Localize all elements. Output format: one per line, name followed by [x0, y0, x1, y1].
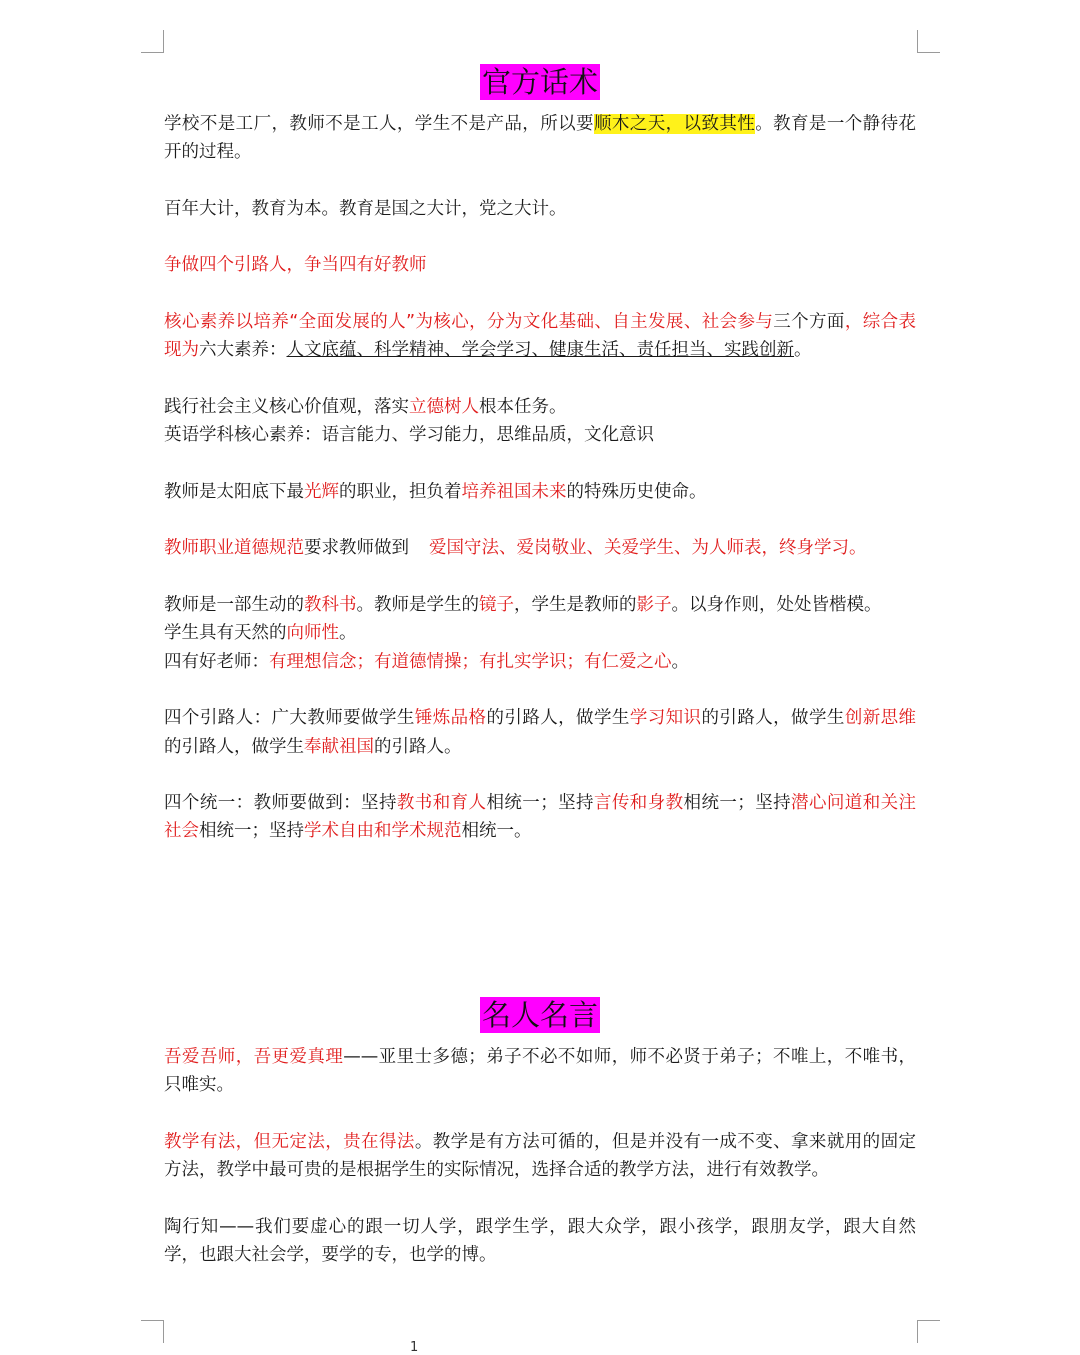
- section-quotes-body: [164, 1043, 916, 1269]
- paragraph: 教师是一部生动的教科书。教师是学生的镜子，学生是教师的影子。以身作则，处处皆楷模。: [164, 595, 882, 616]
- paragraph: 教师是太阳底下最光辉的职业，担负着培养祖国未来的特殊历史使命。: [164, 481, 707, 502]
- highlighted-text: 顺木之天，以致其性: [593, 114, 756, 134]
- paragraph: 教学有法，但无定法，贵在得法。教学是有方法可循的，但是并没有一成不变、拿来就用的固定方法，教学中最可贵的是根据学生的实际情况，选择合适的教学方法，进行有效教学。: [164, 1131, 917, 1181]
- section-official-body: [164, 110, 916, 846]
- paragraph: 教师职业道德规范要求教师做到 爱国守法、爱岗敬业、关爱学生、为人师表，终身学习。: [164, 538, 867, 559]
- paragraph: 四个引路人：广大教师要做学生锤炼品格的引路人，做学生学习知识的引路人，做学生创新思维的引路人，做学生奉献祖国的引路人。: [164, 708, 917, 757]
- paragraph: 争做四个引路人，争当四有好教师: [164, 255, 427, 276]
- section-title-quotes: 名人名言: [481, 998, 598, 1032]
- paragraph: 践行社会主义核心价值观，落实立德树人根本任务。: [164, 396, 567, 417]
- section-title-official: 官方话术: [481, 65, 598, 99]
- page-number: 1: [410, 1340, 419, 1355]
- paragraph: 学校不是工厂，教师不是工人，学生不是产品，所以要顺木之天，以致其性。教育是一个静待花开的过程。: [164, 114, 917, 163]
- crop-mark-top-right: [917, 30, 940, 53]
- paragraph: 陶行知——我们要虚心的跟一切人学，跟学生学，跟大众学，跟小孩学，跟朋友学，跟大自然学，也跟大社会学，要学的专，也学的博。: [164, 1216, 916, 1266]
- paragraph: 学生具有天然的向师性。: [164, 623, 357, 644]
- paragraph: 百年大计，教育为本。教育是国之大计，党之大计。: [164, 198, 567, 219]
- underlined-text: 人文底蕴、科学精神、学会学习、健康生活、责任担当、实践创新: [286, 340, 794, 361]
- crop-mark-bottom-right: [917, 1320, 940, 1343]
- paragraph: 英语学科核心素养：语言能力、学习能力，思维品质，文化意识: [164, 425, 654, 446]
- crop-mark-bottom-left: [141, 1320, 164, 1343]
- paragraph: 核心素养以培养“全面发展的人”为核心，分为文化基础、自主发展、社会参与三个方面，综合表现为六大素养：人文底蕴、科学精神、学会学习、健康生活、责任担当、实践创新。: [164, 312, 916, 361]
- crop-mark-top-left: [141, 30, 164, 53]
- paragraph: 吾爱吾师，吾更爱真理——亚里士多德；弟子不必不如师，师不必贤于弟子；不唯上，不唯书，只唯实。: [164, 1047, 916, 1096]
- paragraph: 四个统一：教师要做到：坚持教书和育人相统一；坚持言传和身教相统一；坚持潜心问道和关注社会相统一；坚持学术自由和学术规范相统一。: [164, 793, 917, 842]
- paragraph: 四有好老师：有理想信念；有道德情操；有扎实学识；有仁爱之心。: [164, 651, 689, 672]
